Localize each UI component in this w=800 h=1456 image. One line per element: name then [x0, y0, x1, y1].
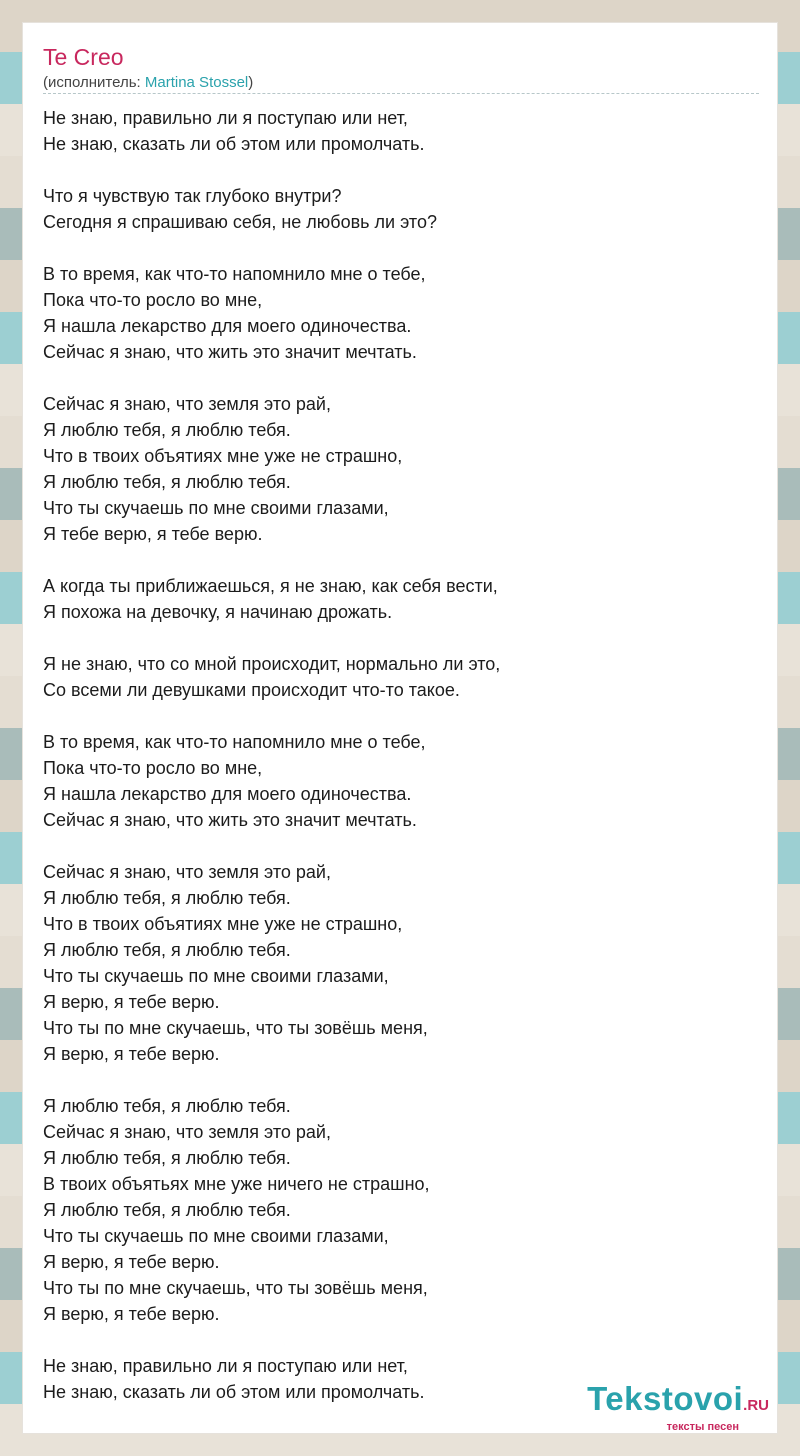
lyrics-line: Я похожа на девочку, я начинаю дрожать.: [43, 602, 393, 622]
lyrics-line: Со всеми ли девушками происходит что-то такое.: [43, 680, 460, 700]
lyrics-line: Сейчас я знаю, что земля это рай,: [43, 394, 331, 414]
lyrics-line: В то время, как что-то напомнило мне о тебе,: [43, 264, 426, 284]
lyrics-page: [22, 22, 778, 1434]
lyrics-line: Я нашла лекарство для моего одиночества.: [43, 784, 412, 804]
logo-tagline: тексты песен: [666, 1421, 739, 1433]
lyrics-line: Что в твоих объятиях мне уже не страшно,: [43, 914, 403, 934]
lyrics-stanza: [43, 391, 759, 547]
lyrics-line: Не знаю, сказать ли об этом или промолчать.: [43, 1382, 425, 1402]
lyrics-line: Пока что-то росло во мне,: [43, 290, 263, 310]
lyrics-body: [43, 105, 759, 1431]
lyrics-line: Сейчас я знаю, что жить это значит мечтать.: [43, 810, 417, 830]
lyrics-line: Я не знаю, что со мной происходит, нормально ли это,: [43, 654, 501, 674]
lyrics-line: Я люблю тебя, я люблю тебя.: [43, 1200, 291, 1220]
lyrics-line: Я верю, я тебе верю.: [43, 992, 220, 1012]
lyrics-line: Я люблю тебя, я люблю тебя.: [43, 1148, 291, 1168]
lyrics-line: Что ты скучаешь по мне своими глазами,: [43, 498, 389, 518]
lyrics-stanza: [43, 651, 759, 703]
lyrics-line: Что в твоих объятиях мне уже не страшно,: [43, 446, 403, 466]
lyrics-line: Не знаю, правильно ли я поступаю или нет,: [43, 1356, 408, 1376]
lyrics-line: Я нашла лекарство для моего одиночества.: [43, 316, 412, 336]
logo-domain: .RU: [743, 1397, 769, 1414]
lyrics-line: Сейчас я знаю, что земля это рай,: [43, 862, 331, 882]
lyrics-stanza: [43, 859, 759, 1067]
lyrics-line: В твоих объятьях мне уже ничего не страшно,: [43, 1174, 430, 1194]
logo-name: Tekstovoi: [587, 1380, 744, 1417]
lyrics-line: Я тебе верю, я тебе верю.: [43, 524, 263, 544]
lyrics-line: Что ты скучаешь по мне своими глазами,: [43, 1226, 389, 1246]
lyrics-line: А когда ты приближаешься, я не знаю, как себя вести,: [43, 576, 498, 596]
lyrics-line: Что ты по мне скучаешь, что ты зовёшь меня,: [43, 1018, 428, 1038]
lyrics-line: Что ты скучаешь по мне своими глазами,: [43, 966, 389, 986]
artist-link[interactable]: Martina Stossel: [144, 74, 249, 91]
lyrics-line: Пока что-то росло во мне,: [43, 758, 263, 778]
lyrics-line: Я люблю тебя, я люблю тебя.: [43, 420, 291, 440]
lyrics-line: Что я чувствую так глубоко внутри?: [43, 186, 342, 206]
lyrics-stanza: [43, 105, 759, 157]
title-divider: [43, 93, 759, 94]
lyrics-stanza: [43, 573, 759, 625]
credit-prefix: (исполнитель:: [43, 74, 145, 91]
lyrics-line: Я люблю тебя, я люблю тебя.: [43, 1096, 291, 1116]
credit-suffix: ): [248, 74, 254, 91]
lyrics-line: Я люблю тебя, я люблю тебя.: [43, 940, 291, 960]
lyrics-line: Я верю, я тебе верю.: [43, 1044, 220, 1064]
lyrics-line: Не знаю, сказать ли об этом или промолчать.: [43, 134, 425, 154]
artist-credit: [43, 73, 253, 93]
lyrics-stanza: [43, 183, 759, 235]
lyrics-line: Я люблю тебя, я люблю тебя.: [43, 888, 291, 908]
lyrics-line: Сейчас я знаю, что земля это рай,: [43, 1122, 331, 1142]
lyrics-line: Я люблю тебя, я люблю тебя.: [43, 472, 291, 492]
lyrics-stanza: [43, 729, 759, 833]
lyrics-line: Сейчас я знаю, что жить это значит мечтать.: [43, 342, 417, 362]
lyrics-line: Сегодня я спрашиваю себя, не любовь ли это?: [43, 212, 437, 232]
logo-wordmark: [587, 1381, 769, 1424]
lyrics-stanza: [43, 261, 759, 365]
song-title: Te Creo: [43, 44, 124, 70]
lyrics-line: В то время, как что-то напомнило мне о тебе,: [43, 732, 426, 752]
lyrics-line: Я верю, я тебе верю.: [43, 1252, 220, 1272]
site-logo[interactable]: [587, 1381, 769, 1433]
lyrics-line: Не знаю, правильно ли я поступаю или нет,: [43, 108, 408, 128]
lyrics-line: Я верю, я тебе верю.: [43, 1304, 220, 1324]
lyrics-line: Что ты по мне скучаешь, что ты зовёшь меня,: [43, 1278, 428, 1298]
lyrics-stanza: [43, 1093, 759, 1327]
